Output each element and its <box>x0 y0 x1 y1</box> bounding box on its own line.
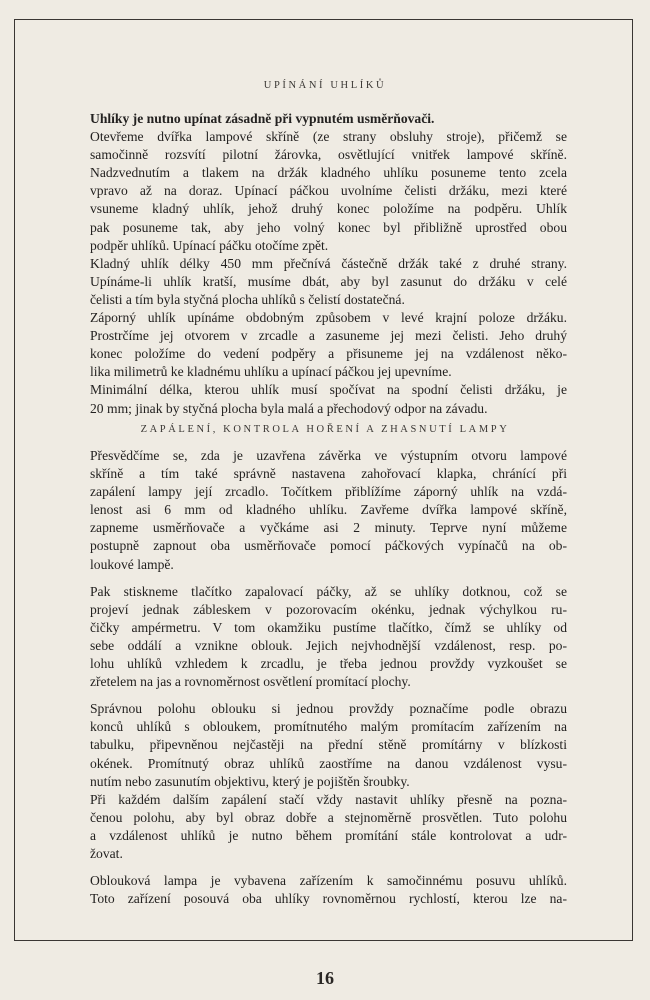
text-line: Nadzvednutím a tlakem na držák kladného uhlíku posuneme tento zcela <box>90 165 567 181</box>
paragraph-gap <box>90 863 567 872</box>
text-line: Otevřeme dvířka lampové skříně (ze strany obsluhy stroje), přičemž se <box>90 129 567 145</box>
lead-sentence: Uhlíky je nutno upínat zásadně při vypnutém usměrňovači. <box>90 111 435 126</box>
text-line: konců uhlíků s obloukem, promítnutého malým promítacím zařízením na <box>90 719 567 735</box>
paragraph-gap <box>90 691 567 700</box>
text-line: 20 mm; jinak by styčná plocha byla malá a přechodový odpor na závadu. <box>90 400 488 416</box>
text-line: zapálení lampy její zrcadlo. Točítkem přiblížíme záporný uhlík na vzdá- <box>90 484 567 500</box>
text-line: konec položíme do vedení podpěry a přisuneme jej na vzdálenost něko- <box>90 346 567 362</box>
text-line: vpravo až na doraz. Upínací páčkou uvolníme čelisti držáku, mezi které <box>90 183 567 199</box>
text-line: lenost asi 6 mm od kladného uhlíku. Zavřeme dvířka lampové skříně, <box>90 502 567 518</box>
text-line: čičky ampérmetru. V tom okamžiku pustíme tlačítko, čímž se uhlíky od <box>90 619 567 635</box>
text-line: skříně a tím také správně nastavena zahořovací klapka, chránící při <box>90 466 567 482</box>
text-line: projeví jednak zábleskem v pozorovacím okénku, jednak výchylkou ru- <box>90 601 567 617</box>
text-line: Toto zařízení posouvá oba uhlíky rovnoměrnou rychlostí, kterou lze na- <box>90 891 567 907</box>
section-body-ignition <box>90 447 567 908</box>
text-line: Správnou polohu oblouku si jednou provždy poznačíme podle obrazu <box>90 701 567 717</box>
text-line: loukové lampě. <box>90 556 174 572</box>
text-line: a vzdálenost uhlíků je nutno během promítání stále kontrolovat a udr- <box>90 827 567 843</box>
text-line: Při každém dalším zapálení stačí vždy nastavit uhlíky přesně na pozna- <box>90 791 567 807</box>
text-line: Přesvědčíme se, zda je uzavřena závěrka ve výstupním otvoru lampové <box>90 448 567 463</box>
text-line: vsuneme kladný uhlík, jehož druhý konec položíme na podpěru. Uhlík <box>90 201 567 217</box>
text-line: čelisti a tím byla styčná plocha uhlíků s čelistí dostatečná. <box>90 291 405 307</box>
section-heading-clamping: UPÍNÁNÍ UHLÍKŮ <box>263 80 387 91</box>
text-line: Záporný uhlík upínáme obdobným způsobem v levé krajní poloze držáku. <box>90 310 567 326</box>
page-number: 16 <box>316 968 334 988</box>
text-line: Prostrčíme jej otvorem v zrcadle a zasuneme jej mezi čelisti. Jeho druhý <box>90 328 567 344</box>
text-line: podpěr uhlíků. Upínací páčku otočíme zpět. <box>90 237 329 253</box>
text-line: nutím nebo zasunutím objektivu, který je pojištěn šroubky. <box>90 773 410 789</box>
text-line: Upínáme-li uhlík kratší, musíme dbát, aby byl zasunut do držáku v celé <box>90 273 567 289</box>
text-line: samočinně rozsvítí pilotní žárovka, osvětlující vnitřek lampové skříně. <box>90 147 567 163</box>
section-heading-ignition: ZAPÁLENÍ, KONTROLA HOŘENÍ A ZHASNUTÍ LAMPY <box>140 424 510 435</box>
text-line: Kladný uhlík délky 450 mm přečnívá částečně držák také z druhé strany. <box>90 255 567 271</box>
text-line: lohu uhlíků vzhledem k zrcadlu, je třeba jednou provždy vyzkoušet se <box>90 656 567 672</box>
text-line: pak posuneme tak, aby jeho volný konec byl přibližně uprostřed obou <box>90 219 567 235</box>
text-line: zřetelem na jas a rovnoměrnost osvětlení promítací plochy. <box>90 674 411 690</box>
text-line: čenou polohu, aby byl obraz dobře a stejnoměrně prosvětlen. Tuto polohu <box>90 809 567 825</box>
text-line: Minimální délka, kterou uhlík musí spočívat na spodní čelisti držáku, je <box>90 382 567 398</box>
text-line: sebe oddálí a vznikne oblouk. Jejich nejvhodnější vzdálenost, resp. po- <box>90 637 567 653</box>
text-line: žovat. <box>90 845 123 861</box>
paragraph-gap <box>90 574 567 583</box>
text-line: okének. Promítnutý obraz uhlíků zaostříme na danou vzdálenost vysu- <box>90 755 567 771</box>
text-line: Oblouková lampa je vybavena zařízením k samočinnému posuvu uhlíků. <box>90 873 567 889</box>
section-body-clamping <box>90 110 567 418</box>
text-line: postupně zapnout oba usměrňovače pomocí páčkových vypínačů na ob- <box>90 538 567 554</box>
text-line: zapneme usměrňovače a vyčkáme asi 2 minuty. Teprve nyní můžeme <box>90 520 567 536</box>
text-line: lika milimetrů ke kladnému uhlíku a upínací páčkou jej upevníme. <box>90 364 452 380</box>
text-line: tabulku, připevněnou nejčastěji na přední stěně promítárny v blízkosti <box>90 737 567 753</box>
text-line: Pak stiskneme tlačítko zapalovací páčky, až se uhlíky dotknou, což se <box>90 583 567 599</box>
